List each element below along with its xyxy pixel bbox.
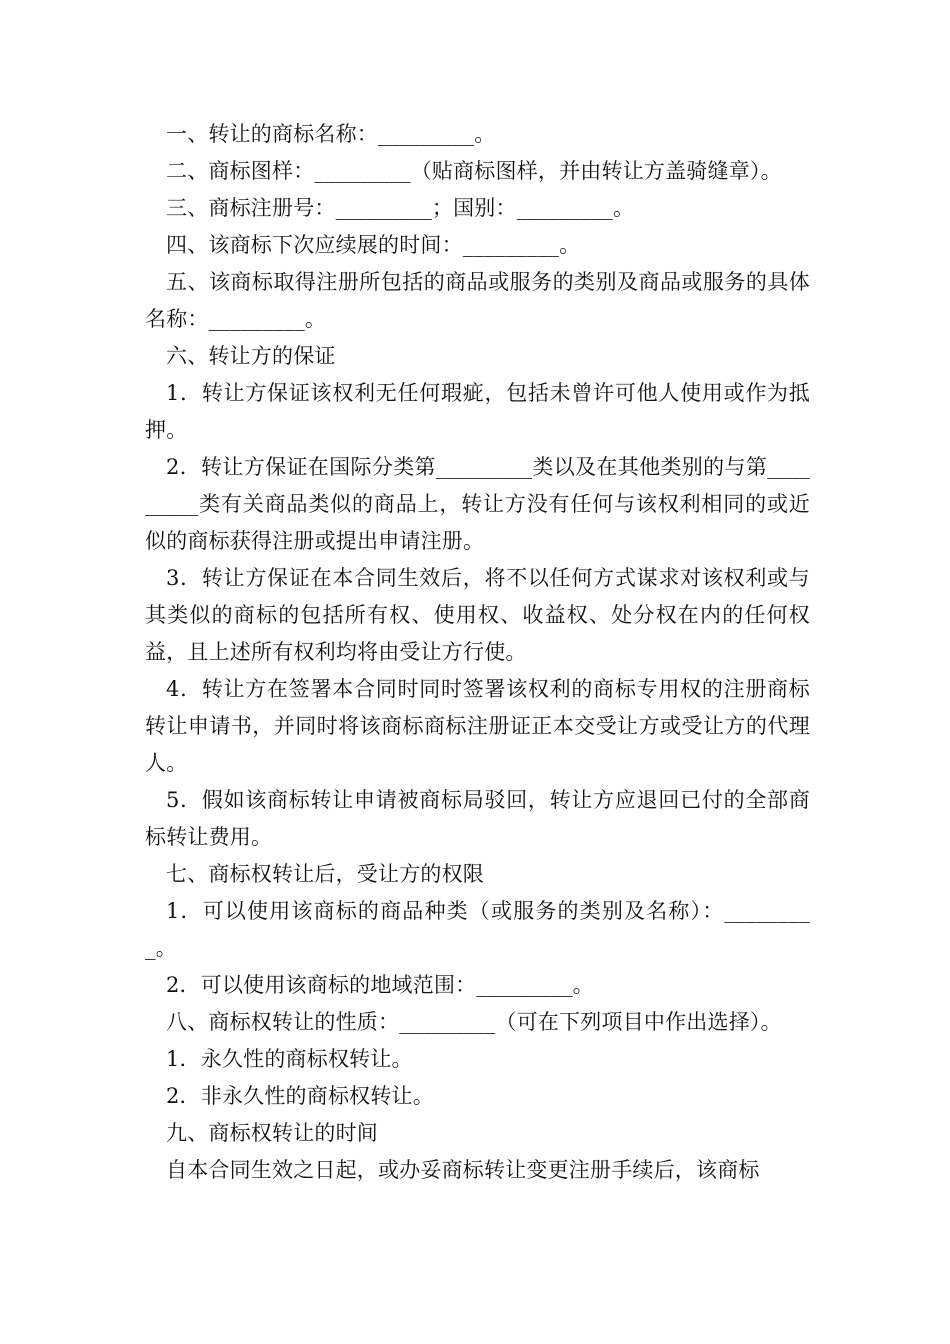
clause-goods-services: 五、该商标取得注册所包括的商品或服务的类别及商品或服务的具体名称：_________。	[145, 270, 810, 331]
guarantee-item-2: 2．转让方保证在国际分类第_________类以及在其他类别的与第_________类有关商品类似的商品上，转让方没有任何与该权利相同的或近似的商标获得注册或提出申请注册。	[145, 455, 810, 553]
nature-option-2: 2．非永久性的商标权转让。	[166, 1084, 434, 1108]
transfer-time-text: 自本合同生效之日起，或办妥商标转让变更注册手续后，该商标	[166, 1158, 760, 1182]
guarantee-item-3: 3．转让方保证在本合同生效后，将不以任何方式谋求对该权利或与其类似的商标的包括所有权、使用权、收益权、处分权在内的任何权益，且上述所有权利均将由受让方行使。	[145, 566, 810, 664]
assignee-right-1: 1．可以使用该商标的商品种类（或服务的类别及名称）：_________。	[145, 899, 810, 960]
guarantee-item-5: 5．假如该商标转让申请被商标局驳回，转让方应退回已付的全部商标转让费用。	[145, 788, 810, 849]
assignee-right-2: 2．可以使用该商标的地域范围：_________。	[166, 973, 594, 997]
section-heading-guarantee: 六、转让方的保证	[166, 344, 336, 368]
guarantee-item-1: 1．转让方保证该权利无任何瑕疵，包括未曾许可他人使用或作为抵押。	[145, 381, 810, 442]
clause-trademark-sample: 二、商标图样：_________（贴商标图样，并由转让方盖骑缝章）。	[166, 159, 782, 183]
clause-registration-number: 三、商标注册号：_________；国别：_________。	[166, 196, 635, 220]
clause-renewal-time: 四、该商标下次应续展的时间：_________。	[166, 233, 581, 257]
section-heading-transfer-time: 九、商标权转让的时间	[166, 1121, 378, 1145]
guarantee-item-4: 4．转让方在签署本合同时同时签署该权利的商标专用权的注册商标转让申请书，并同时将该商标商标注册证正本交受让方或受让方的代理人。	[145, 677, 810, 775]
nature-option-1: 1．永久性的商标权转让。	[166, 1047, 413, 1071]
clause-trademark-name: 一、转让的商标名称：_________。	[166, 122, 496, 146]
section-heading-nature: 八、商标权转让的性质：_________（可在下列项目中作出选择）。	[166, 1010, 782, 1034]
contract-body	[145, 116, 810, 1189]
section-heading-assignee-rights: 七、商标权转让后，受让方的权限	[166, 862, 484, 886]
